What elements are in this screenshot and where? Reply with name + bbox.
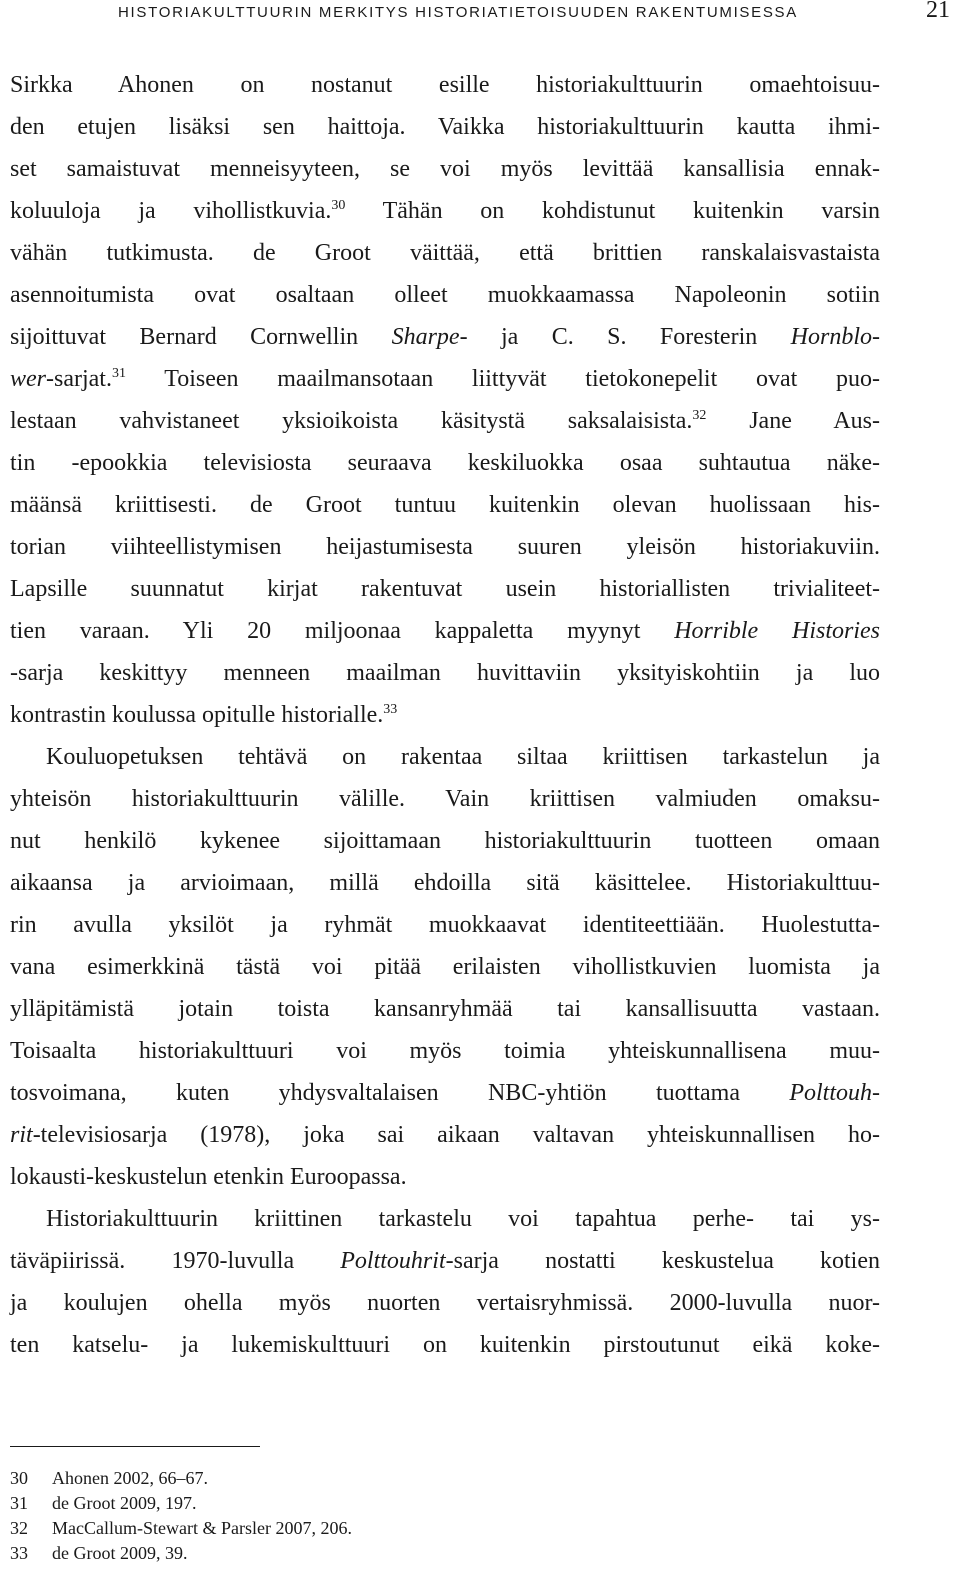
text-segment: - ja C. S. Foresterin xyxy=(459,324,791,350)
text-segment: lokausti-keskustelun etenkin Euroopassa. xyxy=(10,1164,407,1190)
text-segment: -sarja nostatti keskustelua kotien xyxy=(445,1248,880,1274)
footnote xyxy=(10,1466,880,1491)
text-segment: tien varaan. Yli 20 miljoonaa kappaletta myynyt xyxy=(10,618,675,644)
text-segment: nut henkilö kykenee sijoittamaan historiakulttuurin tuotteen omaan xyxy=(10,828,880,854)
text-line xyxy=(10,106,880,148)
footnote-number: 33 xyxy=(10,1543,28,1563)
text-segment: koluuloja ja vihollistkuvia. xyxy=(10,198,332,224)
footnote xyxy=(10,1516,880,1541)
text-segment: den etujen lisäksi sen haittoja. Vaikka historiakulttuurin kautta ihmi- xyxy=(10,114,880,140)
text-line xyxy=(10,232,880,274)
text-segment: vana esimerkkinä tästä voi pitää erilaisten vihollistkuvien luomista ja xyxy=(10,954,880,980)
footnote-text: Ahonen 2002, 66–67. xyxy=(52,1468,208,1488)
body-text xyxy=(10,64,880,1366)
text-segment: ja koulujen ohella myös nuorten vertaisryhmissä. 2000-luvulla nuor- xyxy=(10,1290,880,1316)
footnote-text: de Groot 2009, 39. xyxy=(52,1543,188,1563)
italic-title: rit xyxy=(10,1122,33,1148)
text-line xyxy=(10,568,880,610)
italic-title: Sharpe xyxy=(391,324,460,350)
text-line xyxy=(10,736,880,778)
text-segment: Tähän on kohdistunut kuitenkin varsin xyxy=(345,198,880,224)
text-segment: vähän tutkimusta. de Groot väittää, että brittien ranskalaisvastaista xyxy=(10,240,880,266)
text-line xyxy=(10,1030,880,1072)
text-line xyxy=(10,484,880,526)
text-segment: Sirkka Ahonen on nostanut esille historiakulttuurin omaehtoisuu- xyxy=(10,72,880,98)
italic-title: Polttouh- xyxy=(789,1080,880,1106)
footnote-ref: 33 xyxy=(383,702,398,717)
text-line xyxy=(10,862,880,904)
text-segment: määnsä kriittisesti. de Groot tuntuu kuitenkin olevan huolissaan his- xyxy=(10,492,880,518)
text-segment: ylläpitämistä jotain toista kansanryhmää tai kansallisuutta vastaan. xyxy=(10,996,880,1022)
text-line xyxy=(10,1282,880,1324)
footnote-ref: 32 xyxy=(692,408,707,423)
text-line xyxy=(10,526,880,568)
text-line xyxy=(10,946,880,988)
footnote-number: 32 xyxy=(10,1518,28,1538)
footnote-text: de Groot 2009, 197. xyxy=(52,1493,197,1513)
footnote-number: 30 xyxy=(10,1468,28,1488)
text-segment: lestaan vahvistaneet yksioikoista käsitystä saksalaisista. xyxy=(10,408,693,434)
italic-title: wer xyxy=(10,366,46,392)
text-line xyxy=(10,820,880,862)
footnote xyxy=(10,1491,880,1516)
footnote-divider xyxy=(10,1446,260,1447)
text-segment: kontrastin koulussa opitulle historialle. xyxy=(10,702,384,728)
text-segment: Lapsille suunnatut kirjat rakentuvat usein historiallisten trivialiteet- xyxy=(10,576,880,602)
text-line xyxy=(10,1240,880,1282)
text-segment: -sarjat. xyxy=(46,366,112,392)
text-line xyxy=(10,400,880,442)
text-segment: Jane Aus- xyxy=(706,408,881,434)
footnote-number: 31 xyxy=(10,1493,28,1513)
text-line xyxy=(10,904,880,946)
text-segment: tosvoimana, kuten yhdysvaltalaisen NBC-yhtiön tuottama xyxy=(10,1080,790,1106)
footnote-text: MacCallum-Stewart & Parsler 2007, 206. xyxy=(52,1518,352,1538)
text-segment: Kouluopetuksen tehtävä on rakentaa siltaa kriittisen tarkastelun ja xyxy=(46,744,880,770)
text-line xyxy=(10,1156,880,1198)
text-segment: Historiakulttuurin kriittinen tarkastelu voi tapahtua perhe- tai ys- xyxy=(46,1206,880,1232)
footnote-ref: 30 xyxy=(331,198,346,213)
text-line xyxy=(10,1324,880,1366)
page-header xyxy=(0,0,960,34)
text-line xyxy=(10,1072,880,1114)
text-segment: yhteisön historiakulttuurin välille. Vain kriittisen valmiuden omaksu- xyxy=(10,786,880,812)
text-segment: torian viihteellistymisen heijastumisesta suuren yleisön historiakuviin. xyxy=(10,534,880,560)
text-line xyxy=(10,1198,880,1240)
text-line xyxy=(10,652,880,694)
footnote-ref: 31 xyxy=(111,366,126,381)
text-line xyxy=(10,64,880,106)
text-segment: -sarja keskittyy menneen maailman huvittaviin yksityiskohtiin ja luo xyxy=(10,660,880,686)
text-segment: set samaistuvat menneisyyteen, se voi myös levittää kansallisia ennak- xyxy=(10,156,880,182)
italic-title: Horrible Histories xyxy=(674,618,881,644)
text-segment: asennoitumista ovat osaltaan olleet muokkaamassa Napoleonin sotiin xyxy=(10,282,880,308)
footnotes xyxy=(10,1466,880,1566)
text-segment: aikaansa ja arvioimaan, millä ehdoilla sitä käsittelee. Historiakulttuu- xyxy=(10,870,880,896)
text-segment: sijoittuvat Bernard Cornwellin xyxy=(10,324,392,350)
text-line xyxy=(10,610,880,652)
text-segment: täväpiirissä. 1970-luvulla xyxy=(10,1248,341,1274)
text-segment: -televisiosarja (1978), joka sai aikaan valtavan yhteiskunnallisen ho- xyxy=(32,1122,880,1148)
text-line xyxy=(10,442,880,484)
text-line xyxy=(10,1114,880,1156)
text-segment: tin -epookkia televisiosta seuraava keskiluokka osaa suhtautua näke- xyxy=(10,450,880,476)
text-line xyxy=(10,316,880,358)
text-segment: rin avulla yksilöt ja ryhmät muokkaavat identiteettiään. Huolestutta- xyxy=(10,912,880,938)
text-line xyxy=(10,358,880,400)
running-head: HISTORIAKULTTUURIN MERKITYS HISTORIATIETOISUUDEN RAKENTUMISESSA xyxy=(118,4,798,21)
text-segment: Toisaalta historiakulttuuri voi myös toimia yhteiskunnallisena muu- xyxy=(10,1038,880,1064)
text-line xyxy=(10,274,880,316)
italic-title: Hornblo- xyxy=(790,324,880,350)
text-segment: Toiseen maailmansotaan liittyvät tietokonepelit ovat puo- xyxy=(125,366,880,392)
text-line xyxy=(10,148,880,190)
text-line xyxy=(10,778,880,820)
text-segment: ten katselu- ja lukemiskulttuuri on kuitenkin pirstoutunut eikä koke- xyxy=(10,1332,880,1358)
text-line xyxy=(10,694,880,736)
text-line xyxy=(10,988,880,1030)
page-number: 21 xyxy=(926,0,950,23)
text-line xyxy=(10,190,880,232)
footnote xyxy=(10,1541,880,1566)
italic-title: Polttouhrit xyxy=(340,1248,446,1274)
